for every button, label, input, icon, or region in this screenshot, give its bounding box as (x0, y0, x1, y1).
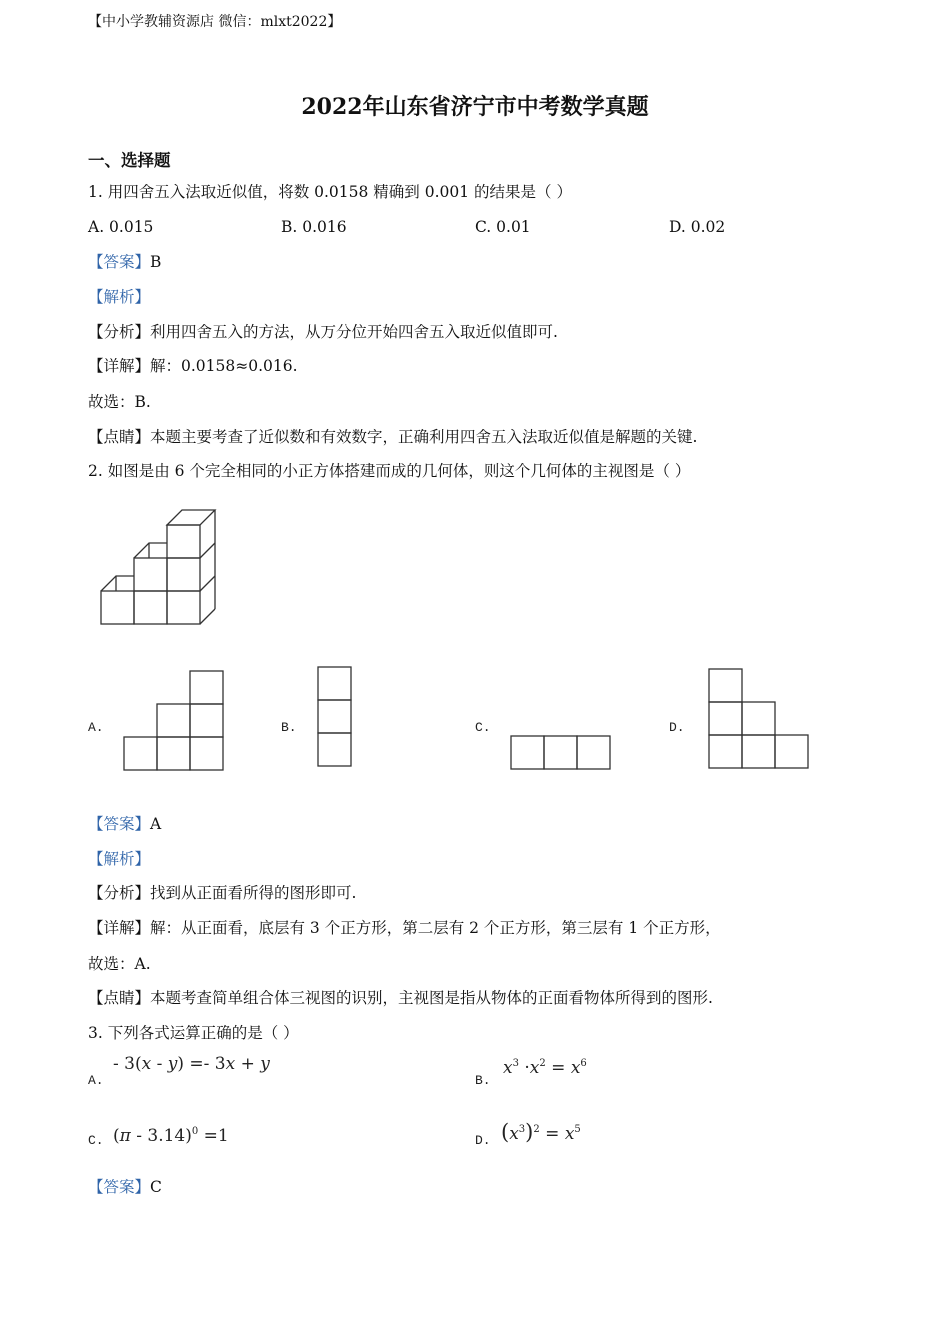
q1-xiangjie: 【详解】解：0.0158≈0.016. (88, 357, 298, 375)
q2-xiangjie: 【详解】解：从正面看，底层有 3 个正方形，第二层有 2 个正方形，第三层有 1 个正方形， (88, 919, 721, 937)
q3-answer (88, 1177, 162, 1197)
q1-option-a: A. 0.015 (88, 218, 154, 236)
q2-analysis-tag: 【解析】 (88, 850, 151, 868)
section-heading: 一、选择题 (88, 151, 171, 170)
q2-stem: 2. 如图是由 6 个完全相同的小正方体搭建而成的几何体，则这个几何体的主视图是（ ） (88, 462, 691, 480)
q3-stem: 3. 下列各式运算正确的是（ ） (88, 1024, 299, 1042)
q2-option-d-label: D. (669, 720, 685, 735)
q3-option-b-formula: $x^3 \cdot x^2 = x^6$ (503, 1058, 587, 1078)
page-title: 2022年山东省济宁市中考数学真题 (301, 94, 649, 120)
answer-value: B (150, 253, 162, 271)
q3-option-a-formula: - 3(x - y) =- 3x + y (113, 1054, 270, 1074)
q1-option-c: C. 0.01 (475, 218, 531, 236)
q1-option-b: B. 0.016 (281, 218, 347, 236)
q3-option-a-label: A. (88, 1073, 104, 1088)
q2-option-b-figure (317, 666, 353, 768)
q2-guxuan: 故选：A. (88, 955, 151, 973)
q2-answer (88, 814, 161, 834)
q2-option-b-label: B. (281, 720, 297, 735)
q2-option-c-figure (510, 734, 612, 771)
q1-dianjing: 【点睛】本题主要考查了近似数和有效数字，正确利用四舍五入法取近似值是解题的关键. (88, 428, 698, 446)
q1-guxuan: 故选：B. (88, 393, 151, 411)
q2-option-a-figure (122, 670, 226, 774)
answer-value: A (150, 815, 162, 833)
q1-fenxi: 【分析】利用四舍五入的方法，从万分位开始四舍五入取近似值即可. (88, 323, 558, 341)
q3-option-c-label: C. (88, 1133, 104, 1148)
header-note: 【中小学教辅资源店 微信：mlxt2022】 (88, 14, 342, 30)
q1-option-d: D. 0.02 (669, 218, 726, 236)
answer-tag: 【答案】 (88, 815, 151, 833)
q3-option-d-label: D. (475, 1133, 491, 1148)
q2-option-d-figure (708, 668, 810, 771)
answer-tag: 【答案】 (88, 1178, 151, 1196)
q2-option-a-label: A. (88, 720, 104, 735)
q1-analysis-tag: 【解析】 (88, 288, 151, 306)
answer-tag: 【答案】 (88, 253, 151, 271)
q2-option-c-label: C. (475, 720, 491, 735)
cube-stack-figure (96, 505, 221, 630)
q2-dianjing: 【点睛】本题考查简单组合体三视图的识别，主视图是指从物体的正面看物体所得到的图形. (88, 989, 713, 1007)
q3-option-c-formula: (π - 3.14)$^0$ =1 (113, 1126, 229, 1146)
q3-option-d-formula: $(x^3)^2 = x^5$ (501, 1120, 581, 1144)
q3-option-b-label: B. (475, 1073, 491, 1088)
q1-stem: 1. 用四舍五入法取近似值，将数 0.0158 精确到 0.001 的结果是（ ） (88, 183, 572, 201)
answer-value: C (150, 1178, 162, 1196)
q1-answer (88, 252, 161, 272)
q2-fenxi: 【分析】找到从正面看所得的图形即可. (88, 884, 357, 902)
